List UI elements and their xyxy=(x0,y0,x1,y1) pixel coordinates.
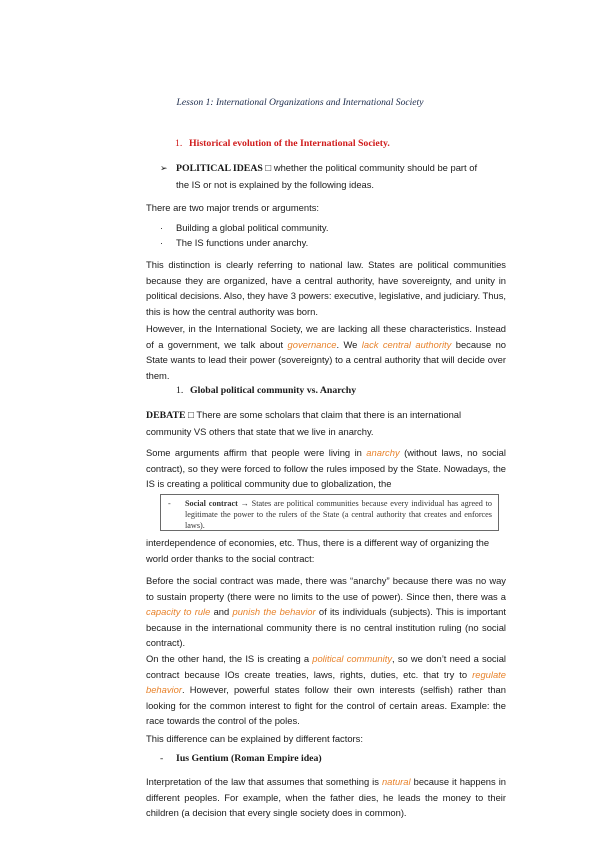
paragraph-social-contract xyxy=(146,573,506,651)
footnote-dash: - xyxy=(168,499,171,508)
highlight-regulate-behavior: regulate behavior xyxy=(146,668,506,695)
ius-dash: - xyxy=(160,753,164,764)
section-heading-text: Historical evolution of the International Society. xyxy=(189,138,390,149)
political-ideas-paragraph xyxy=(176,160,506,192)
footnote-keyword: Social contract → xyxy=(185,499,249,508)
trend-bullet: · xyxy=(160,238,163,248)
text-run: , so we don’t need a social contract because IOs create treaties, laws, rights, duties, etc. that try to xyxy=(146,653,506,680)
text-run: Interpretation of the law that assumes that something is xyxy=(146,776,382,787)
paragraph-ius-gentium xyxy=(146,774,506,821)
text-run: However, in the International Society, we are lacking all these characteristics. Instead of a government, we talk about xyxy=(146,323,506,350)
political-ideas-line2: the IS or not is explained by the following ideas. xyxy=(176,178,375,190)
trend-bullet: · xyxy=(160,223,163,233)
subsection-heading xyxy=(176,385,356,396)
highlight-political-community: political community xyxy=(312,653,393,664)
text-run: Some arguments affirm that people were living in xyxy=(146,447,367,458)
ius-label: Ius Gentium (Roman Empire idea) xyxy=(176,753,322,764)
political-ideas-label: POLITICAL IDEAS □ xyxy=(176,163,272,174)
subsection-heading-text: Global political community vs. Anarchy xyxy=(190,385,357,396)
trends-intro: There are two major trends or arguments: xyxy=(146,202,319,213)
page-title: Lesson 1: International Organizations and International Society xyxy=(176,97,424,108)
text-run: and xyxy=(210,606,233,617)
social-contract-footnote-box xyxy=(160,494,499,531)
trend-item: The IS functions under anarchy. xyxy=(176,237,309,248)
section-heading xyxy=(175,138,390,149)
paragraph-arguments-continued: interdependence of economies, etc. Thus, there is a different way of organizing the world order thanks to the social contract: xyxy=(146,537,490,564)
subsection-number: 1. xyxy=(176,385,184,396)
debate-label: DEBATE □ xyxy=(146,410,194,421)
text-run: . We xyxy=(336,338,362,350)
text-run: . However, powerful states follow their own interests (selfish) rather than looking for the common interest to fight for the control of certain areas. Example: the race towards the control of the poles. xyxy=(146,684,506,726)
trend-item: Building a global political community. xyxy=(176,222,329,233)
highlight-punish-the-behavior: punish the behavior xyxy=(232,606,316,617)
highlight-natural: natural xyxy=(381,776,411,787)
factors-intro: This difference can be explained by different factors: xyxy=(146,733,363,744)
paragraph-international-society xyxy=(146,321,506,383)
paragraph-arguments xyxy=(146,445,506,492)
arrow-bullet-icon: ➢ xyxy=(160,163,168,173)
text-run: On the other hand, the IS is creating a xyxy=(146,653,313,664)
text-run: (without laws, no social contract), so they were forced to follow the rules imposed by the State. Nowadays, the IS is creating a political community due to globalization, the xyxy=(146,447,506,489)
highlight-anarchy: anarchy xyxy=(366,447,400,458)
text-run: because no State wants to lead their power (sovereignty) to a central authority that will decide over them. xyxy=(146,338,506,381)
text-run: Before the social contract was made, there was “anarchy” because there was no way to sustain property (there were no limits to the use of power). Since then, there was a xyxy=(146,575,506,602)
highlight-capacity-to-rule: capacity to rule xyxy=(146,606,211,617)
section-number: 1. xyxy=(175,138,183,149)
footnote-text: States are political communities because every individual has agreed to legitimate the power to the rulers of the State (a central authority that creates and enforces laws). xyxy=(185,499,492,531)
paragraph-political-community xyxy=(146,651,506,729)
political-ideas-line1: whether the political community should be part of xyxy=(271,162,478,173)
debate-paragraph xyxy=(146,407,506,439)
highlight-governance: governance xyxy=(287,338,337,350)
text-run: because it happens in different peoples. For example, when the father dies, he leads the money to their children (a decision that every single society does in common). xyxy=(146,776,506,818)
highlight-lack-central-authority: lack central authority xyxy=(361,338,452,350)
text-run: of its individuals (subjects). This is important because in the international community there is no central institution ruling (no social contract). xyxy=(146,606,506,648)
ius-gentium-heading xyxy=(160,753,322,764)
paragraph-distinction: This distinction is clearly referring to national law. States are political communities because they are organized, have a central authority, have sovereignty, and unity in political decisions. Also, they have 3 powers: executive, legislative, and judiciary. Thus, this is how the central authority was born. xyxy=(146,259,506,317)
debate-text: There are some scholars that claim that there is an international community VS others that state that we live in anarchy. xyxy=(146,409,462,437)
